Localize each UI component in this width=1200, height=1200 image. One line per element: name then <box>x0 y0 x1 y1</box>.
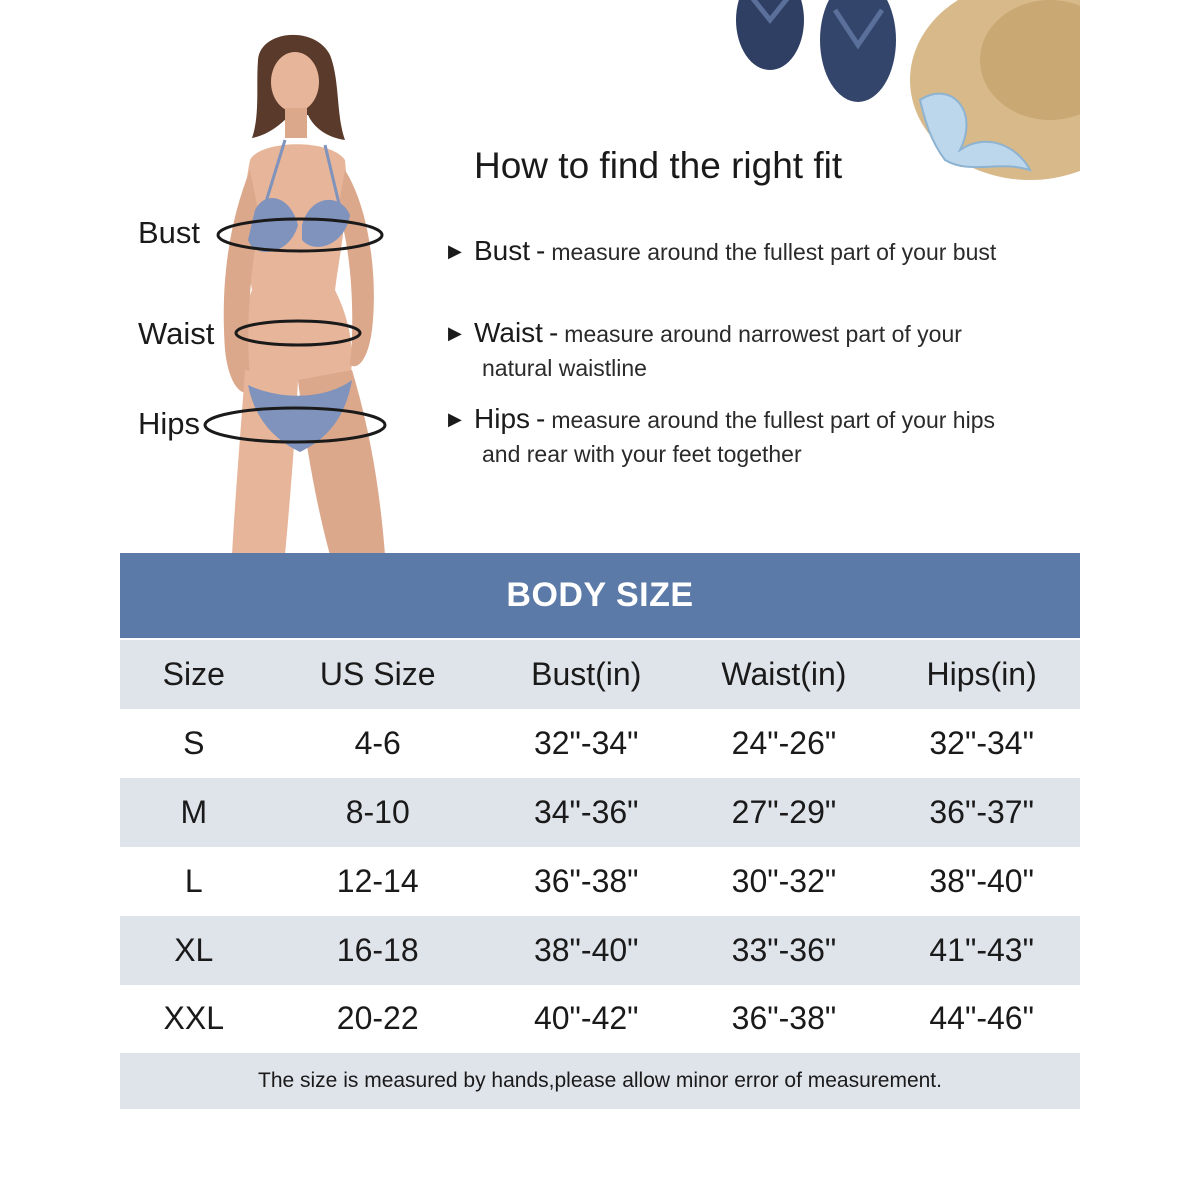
table-cell: M <box>180 794 208 830</box>
page-title: How to find the right fit <box>474 145 843 186</box>
table-row <box>120 984 1080 1053</box>
instruction-term: Bust <box>474 235 531 266</box>
table-cell: 44"-46" <box>929 1000 1034 1036</box>
instruction-desc: measure around the fullest part of your bust <box>551 239 997 265</box>
table-cell: S <box>183 725 205 761</box>
instruction-term: Waist <box>474 317 543 348</box>
flip-flops-icon <box>736 0 896 102</box>
bust-label: Bust <box>138 215 201 250</box>
instruction-separator: - <box>548 317 559 348</box>
instruction-hips <box>448 403 1088 468</box>
table-header-row <box>120 640 1080 709</box>
straw-hat-icon <box>910 0 1080 180</box>
table-cell: 32"-34" <box>533 725 639 761</box>
table-cell: 20-22 <box>336 1000 419 1036</box>
measurement-note: The size is measured by hands,please allow minor error of measurement. <box>258 1069 942 1092</box>
table-cell: 12-14 <box>336 863 419 899</box>
header-cell: Waist(in) <box>721 656 847 692</box>
table-cell: 16-18 <box>336 932 419 968</box>
table-cell: 38"-40" <box>533 932 639 968</box>
instruction-desc: measure around narrowest part of your <box>564 321 962 347</box>
instruction-separator: - <box>536 235 546 266</box>
table-cell: 36"-38" <box>731 1000 837 1036</box>
header-cell: US Size <box>319 656 436 692</box>
triangle-right-icon: ▶ <box>448 241 462 261</box>
model-illustration <box>140 20 440 555</box>
table-cell: 27"-29" <box>731 794 837 830</box>
instruction-separator: - <box>536 403 546 434</box>
table-cell: 36"-37" <box>929 794 1034 830</box>
table-row <box>120 778 1080 847</box>
table-row <box>120 916 1080 985</box>
instruction-continuation: natural waistline <box>482 355 647 381</box>
table-cell: 40"-42" <box>533 1000 639 1036</box>
table-cell: 30"-32" <box>731 863 837 899</box>
header-cell: Size <box>162 656 225 692</box>
size-table <box>120 553 1080 1109</box>
triangle-right-icon: ▶ <box>448 409 462 429</box>
header-cell: Bust(in) <box>531 656 642 692</box>
table-cell: 34"-36" <box>533 794 639 830</box>
triangle-right-icon: ▶ <box>448 323 462 343</box>
table-cell: XXL <box>163 1000 225 1036</box>
table-row <box>120 709 1080 778</box>
table-cell: L <box>184 863 203 899</box>
table-cell: 36"-38" <box>533 863 639 899</box>
waist-label: Waist <box>138 316 215 351</box>
instruction-desc: measure around the fullest part of your hips <box>551 407 995 433</box>
table-title: BODY SIZE <box>506 576 694 614</box>
table-cell: 32"-34" <box>929 725 1034 761</box>
table-cell: 33"-36" <box>731 932 837 968</box>
table-cell: 8-10 <box>345 794 410 830</box>
table-cell: 4-6 <box>354 725 401 761</box>
table-cell: 41"-43" <box>929 932 1034 968</box>
table-title-bar <box>120 553 1080 638</box>
header-cell: Hips(in) <box>926 656 1037 692</box>
hips-label: Hips <box>138 406 201 441</box>
table-cell: XL <box>174 932 214 968</box>
instruction-term: Hips <box>474 403 531 434</box>
table-note-row <box>120 1053 1080 1109</box>
instruction-bust <box>448 235 1088 267</box>
instruction-waist <box>448 317 1088 382</box>
instruction-continuation: and rear with your feet together <box>482 441 802 467</box>
table-row <box>120 847 1080 916</box>
table-cell: 38"-40" <box>929 863 1034 899</box>
table-cell: 24"-26" <box>731 725 837 761</box>
